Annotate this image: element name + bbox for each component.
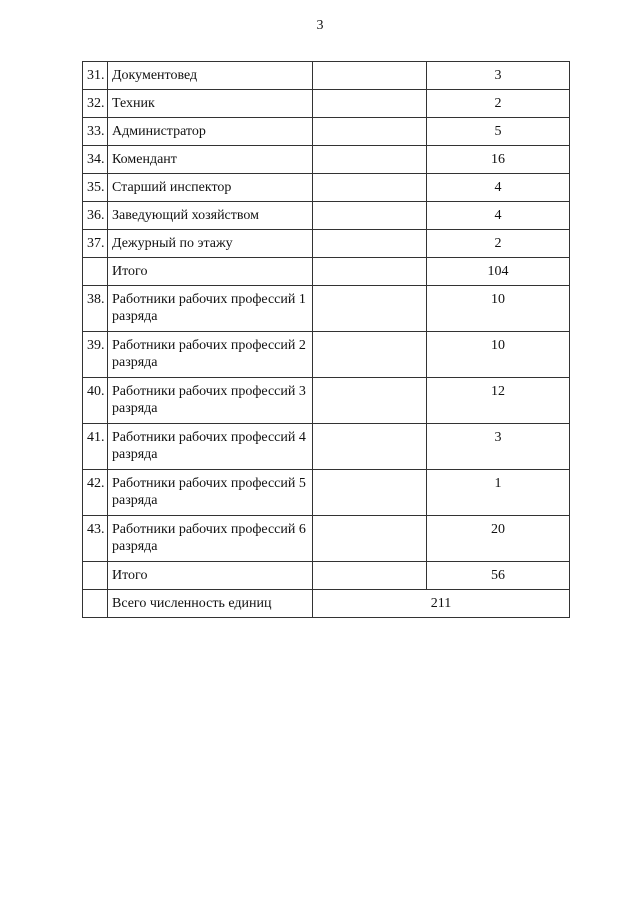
subtotal-value: 56	[427, 562, 570, 590]
position-name: Работники рабочих профессий 6 разряда	[108, 516, 313, 562]
position-count: 16	[427, 146, 570, 174]
table-row	[83, 230, 570, 258]
table-row	[83, 470, 570, 516]
row-number: 35.	[83, 174, 108, 202]
position-count: 2	[427, 90, 570, 118]
position-name: Дежурный по этажу	[108, 230, 313, 258]
subtotal-row	[83, 562, 570, 590]
row-number: 38.	[83, 286, 108, 332]
table-row	[83, 286, 570, 332]
row-number: 36.	[83, 202, 108, 230]
table-row	[83, 332, 570, 378]
position-count: 2	[427, 230, 570, 258]
table-row	[83, 62, 570, 90]
position-name: Комендант	[108, 146, 313, 174]
empty-cell	[313, 230, 427, 258]
empty-cell	[313, 118, 427, 146]
subtotal-row	[83, 258, 570, 286]
position-count: 10	[427, 286, 570, 332]
empty-cell	[313, 146, 427, 174]
empty-cell	[313, 286, 427, 332]
grand-total-row	[83, 590, 570, 618]
subtotal-label: Итого	[108, 258, 313, 286]
grand-total-label: Всего численность единиц	[108, 590, 313, 618]
table-row	[83, 202, 570, 230]
empty-cell	[313, 174, 427, 202]
empty-cell	[313, 202, 427, 230]
row-number: 34.	[83, 146, 108, 174]
position-count: 10	[427, 332, 570, 378]
row-number: 43.	[83, 516, 108, 562]
empty-cell	[313, 90, 427, 118]
staff-table-body	[83, 62, 570, 618]
position-name: Работники рабочих профессий 2 разряда	[108, 332, 313, 378]
position-name: Документовед	[108, 62, 313, 90]
empty-cell	[313, 562, 427, 590]
empty-cell	[313, 62, 427, 90]
table-row	[83, 516, 570, 562]
row-number: 32.	[83, 90, 108, 118]
table-row	[83, 118, 570, 146]
empty-cell	[313, 258, 427, 286]
table-row	[83, 424, 570, 470]
position-count: 3	[427, 62, 570, 90]
position-name: Старший инспектор	[108, 174, 313, 202]
position-name: Работники рабочих профессий 1 разряда	[108, 286, 313, 332]
table-row	[83, 90, 570, 118]
empty-cell	[313, 332, 427, 378]
position-count: 5	[427, 118, 570, 146]
position-name: Администратор	[108, 118, 313, 146]
empty-cell	[313, 516, 427, 562]
position-name: Работники рабочих профессий 5 разряда	[108, 470, 313, 516]
table-row	[83, 174, 570, 202]
position-name: Работники рабочих профессий 4 разряда	[108, 424, 313, 470]
subtotal-label: Итого	[108, 562, 313, 590]
position-count: 4	[427, 202, 570, 230]
row-number	[83, 590, 108, 618]
position-count: 12	[427, 378, 570, 424]
table-row	[83, 378, 570, 424]
page-number: 3	[316, 18, 324, 33]
subtotal-value: 104	[427, 258, 570, 286]
table-row	[83, 146, 570, 174]
row-number: 41.	[83, 424, 108, 470]
position-count: 3	[427, 424, 570, 470]
row-number: 42.	[83, 470, 108, 516]
row-number: 37.	[83, 230, 108, 258]
grand-total-value: 211	[313, 590, 570, 618]
position-count: 1	[427, 470, 570, 516]
row-number: 33.	[83, 118, 108, 146]
row-number	[83, 562, 108, 590]
row-number: 31.	[83, 62, 108, 90]
position-count: 4	[427, 174, 570, 202]
staff-table	[82, 61, 570, 618]
position-count: 20	[427, 516, 570, 562]
row-number: 40.	[83, 378, 108, 424]
position-name: Заведующий хозяйством	[108, 202, 313, 230]
position-name: Работники рабочих профессий 3 разряда	[108, 378, 313, 424]
empty-cell	[313, 424, 427, 470]
row-number: 39.	[83, 332, 108, 378]
empty-cell	[313, 470, 427, 516]
empty-cell	[313, 378, 427, 424]
row-number	[83, 258, 108, 286]
position-name: Техник	[108, 90, 313, 118]
